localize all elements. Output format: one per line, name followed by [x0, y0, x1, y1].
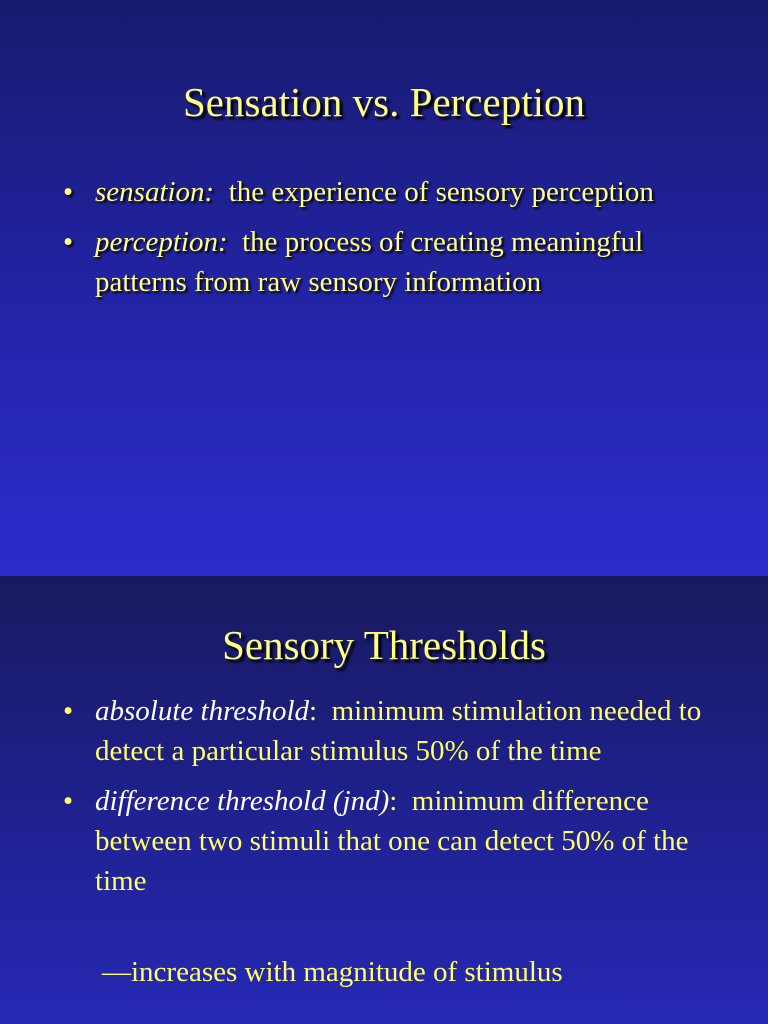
term-separator: : [389, 785, 398, 817]
definition-difference-threshold: minimum difference between two stimuli that one can detect 50% of the time [95, 785, 689, 897]
bullet-icon: • [63, 226, 74, 258]
bullet-item-difference-threshold [0, 781, 735, 901]
term-separator: : [309, 695, 318, 727]
bullet-icon: • [63, 785, 74, 817]
bullet-item-sensation [0, 172, 735, 212]
bullet-list [0, 691, 735, 901]
term-difference-threshold: difference threshold (jnd) [95, 785, 390, 817]
slide-title: Sensation vs. Perception [183, 79, 585, 125]
definition-sensation: the experience of sensory perception [228, 176, 654, 208]
definition-absolute-threshold: minimum stimulation needed to detect a particular stimulus 50% of the time [95, 695, 702, 767]
bullet-icon: • [63, 176, 74, 208]
bullet-item-absolute-threshold [0, 691, 735, 771]
bullet-item-perception [0, 222, 735, 302]
bullet-icon: • [63, 695, 74, 727]
term-absolute-threshold: absolute threshold [95, 695, 310, 727]
bullet-list [0, 172, 735, 302]
definition-perception: the process of creating meaningful patterns from raw sensory information [95, 226, 644, 298]
term-sensation: sensation: [95, 176, 215, 208]
slide-sensory-thresholds [0, 576, 768, 1024]
subline-magnitude: —increases with magnitude of stimulus [102, 956, 563, 988]
term-perception: perception: [95, 226, 228, 258]
slide-title: Sensory Thresholds [222, 622, 546, 668]
